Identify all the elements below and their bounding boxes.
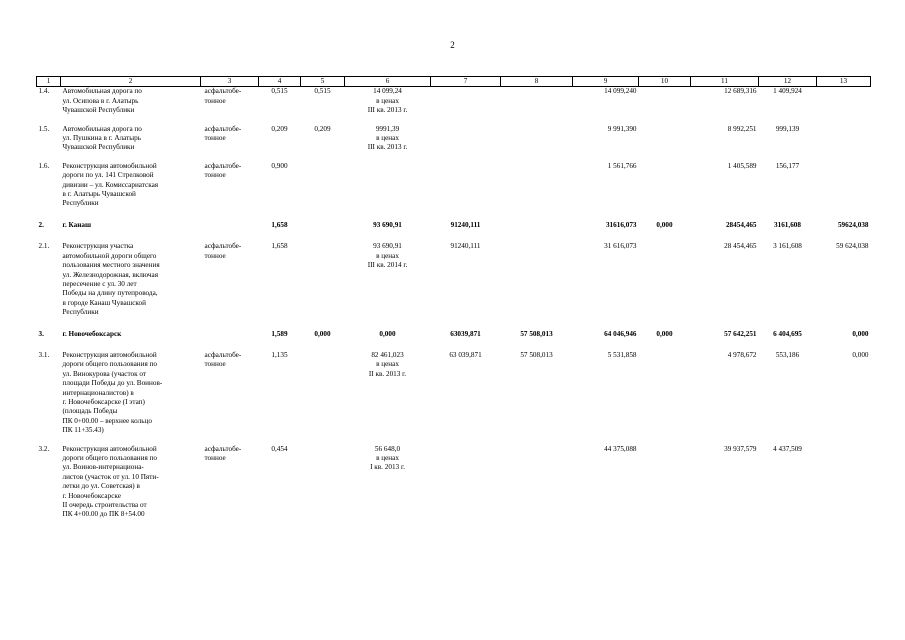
row-spacer: [37, 318, 871, 327]
object-name-line: Чувашской Республики: [62, 106, 135, 115]
value-col-7: 63 039,871: [449, 350, 482, 359]
value-col-12: 1 409,924: [773, 87, 802, 96]
object-name-line: интернационалистов) в: [62, 388, 134, 397]
object-name-line: ул. Винокурова (участок от: [62, 369, 147, 378]
object-name-line: Реконструкция участка: [62, 242, 134, 251]
object-name: [61, 87, 201, 116]
object-name-line: Республики: [62, 308, 99, 317]
value-col-9: 31 616,073: [604, 242, 637, 251]
estimated-cost-line: 9991,39: [375, 124, 400, 133]
estimated-cost: [345, 242, 431, 317]
table-row: [37, 242, 871, 317]
estimated-cost: [345, 218, 431, 233]
row-spacer-cell: [37, 436, 871, 445]
pavement-type: [201, 327, 259, 342]
estimated-cost-line: II кв. 2013 г.: [368, 369, 407, 378]
value-col-8: [501, 445, 573, 520]
table-row: [37, 125, 871, 153]
value-col-9: 1 561,766: [607, 161, 637, 170]
value-col-9: 44 375,088: [604, 444, 637, 453]
row-spacer-cell: [37, 153, 871, 162]
column-number-5: 5: [301, 77, 345, 87]
pavement-type: [201, 218, 259, 233]
object-name-line: Реконструкция автомобильной: [62, 350, 157, 359]
value-col-7: [431, 445, 501, 520]
object-name-line: Реконструкция автомобильной: [62, 444, 157, 453]
object-name-line: площади Победы до ул. Воинов-: [62, 379, 163, 388]
column-number-9: 9: [573, 77, 639, 87]
table-row: [37, 87, 871, 116]
row-spacer: [37, 153, 871, 162]
pavement-type-line: тонное: [204, 171, 226, 180]
length-total: 1,658: [271, 220, 288, 229]
table-body: [37, 87, 871, 529]
object-name-line: в г. Алатырь Чувашской: [62, 190, 136, 199]
estimated-cost-line: 0,000: [379, 329, 396, 338]
estimated-cost: [345, 87, 431, 116]
pavement-type-line: тонное: [204, 454, 226, 462]
length-value: [301, 162, 345, 209]
column-number-row: [37, 77, 871, 87]
column-number-13: 13: [817, 77, 871, 87]
object-name-line: г. Новочебоксарске (I этап): [62, 397, 145, 406]
column-number-4: 4: [259, 77, 301, 87]
estimated-cost-line: в ценах: [376, 96, 399, 105]
column-number-8: 8: [501, 77, 573, 87]
value-col-7: 91240,111: [450, 242, 481, 251]
object-name-line: ПК 4+00.00 до ПК 8+54.00: [62, 510, 145, 519]
value-col-12: 553,186: [775, 350, 800, 359]
value-col-11: 39 937,579: [724, 444, 757, 453]
row-number: 3.2.: [38, 444, 50, 453]
estimated-cost: [345, 351, 431, 436]
column-number-2: 2: [61, 77, 201, 87]
length-total: 1,135: [271, 350, 288, 359]
pavement-type-line: асфальтобе-: [204, 161, 242, 170]
estimated-cost-line: I кв. 2013 г.: [370, 463, 405, 472]
object-name-line: пользования местного значения: [62, 261, 160, 270]
object-name-line: ПК 11+35.43): [62, 426, 104, 435]
value-col-8: [501, 125, 573, 153]
length-value: [301, 445, 345, 520]
pavement-type-line: тонное: [204, 134, 226, 143]
estimated-cost-line: в ценах: [376, 134, 399, 143]
object-name-line: Победы на длину путепровода,: [62, 289, 158, 298]
row-spacer-cell: [37, 520, 871, 529]
estimated-cost-line: 93 690,91: [373, 242, 402, 251]
object-name-line: ул. Осипова в г. Алатырь: [62, 96, 139, 105]
object-name-line: в городе Канаш Чувашской: [62, 298, 146, 307]
table-row: [37, 351, 871, 436]
value-col-8: [501, 242, 573, 317]
row-spacer: [37, 116, 871, 125]
value-col-12: 3 161,608: [773, 242, 802, 251]
value-col-10: 0,000: [656, 220, 673, 229]
length-total: 0,209: [271, 124, 288, 133]
row-number: 2.1.: [38, 242, 50, 251]
pavement-type: [201, 162, 259, 209]
pavement-type-line: тонное: [204, 251, 226, 260]
pavement-type-line: асфальтобе-: [204, 124, 242, 133]
estimated-cost-line: в ценах: [376, 454, 399, 462]
row-spacer-cell: [37, 233, 871, 242]
value-col-9: 5 531,858: [607, 350, 637, 359]
value-col-10: [639, 162, 691, 209]
object-name-line: ПК 0+00.00 – верхнее кольцо: [62, 416, 152, 425]
value-col-11: 1 405,589: [727, 161, 757, 170]
value-col-13: 0,000: [852, 350, 869, 359]
object-name-line: Республики: [62, 199, 99, 208]
row-number: 3.1.: [38, 350, 50, 359]
estimated-cost-line: 93 690,91: [373, 220, 402, 229]
value-col-11: 12 689,316: [724, 87, 757, 96]
object-name-line: летки до ул. Советская) в: [62, 482, 140, 491]
object-name-line: автомобильной дороги общего: [62, 251, 157, 260]
row-spacer: [37, 233, 871, 242]
value-col-12: 3161,608: [774, 220, 801, 229]
object-name-line: г. Канаш: [62, 220, 92, 229]
value-col-7: 63039,871: [450, 329, 481, 338]
row-spacer: [37, 436, 871, 445]
value-col-9: 9 991,390: [607, 124, 637, 133]
estimated-cost-line: 56 648,0: [374, 444, 401, 453]
length-total: 0,515: [271, 87, 288, 96]
object-name: [61, 218, 201, 233]
row-spacer-cell: [37, 209, 871, 218]
value-col-13: 0,000: [852, 329, 869, 338]
table-row: [37, 445, 871, 520]
object-name-line: дороги по ул. 141 Стрелковой: [62, 171, 154, 180]
value-col-13: [817, 125, 871, 153]
road-works-table: [36, 76, 871, 529]
summary-row: [37, 327, 871, 342]
length-value: 0,000: [314, 329, 331, 338]
object-name-line: II очередь строительства от: [62, 501, 147, 510]
value-col-8: [501, 218, 573, 233]
object-name-line: листов (участок от ул. 10 Пяти-: [62, 472, 159, 481]
value-col-10: [639, 125, 691, 153]
row-spacer-cell: [37, 318, 871, 327]
estimated-cost-line: в ценах: [376, 360, 399, 369]
table-row: [37, 162, 871, 209]
object-name-line: ул. Железнодорожная, включая: [62, 270, 158, 279]
estimated-cost: [345, 327, 431, 342]
object-name-line: г. Новочебоксарске: [62, 491, 121, 500]
value-col-8: [501, 162, 573, 209]
value-col-11: 4 978,672: [727, 350, 757, 359]
value-col-12: 156,177: [775, 161, 800, 170]
value-col-8: 57 508,013: [520, 350, 553, 359]
value-col-8: [501, 87, 573, 116]
length-value: 0,209: [314, 124, 331, 133]
pavement-type-line: асфальтобе-: [204, 350, 242, 359]
value-col-12: 4 437,509: [773, 444, 802, 453]
value-col-13: [817, 445, 871, 520]
value-col-12: 6 404,695: [773, 329, 802, 338]
row-number: 1.4.: [38, 87, 50, 96]
row-number: 2.: [38, 220, 44, 229]
value-col-9: 31616,073: [605, 220, 637, 229]
length-value: [301, 242, 345, 317]
value-col-11: 28454,465: [725, 220, 757, 229]
value-col-12: 999,139: [775, 124, 800, 133]
pavement-type-line: тонное: [204, 360, 226, 369]
estimated-cost: [345, 162, 431, 209]
column-number-10: 10: [639, 77, 691, 87]
length-total: 1,658: [271, 242, 288, 251]
length-total: 1,589: [271, 329, 288, 338]
pavement-type-line: тонное: [204, 96, 226, 105]
value-col-9: 14 099,240: [604, 87, 637, 96]
object-name-line: Автомобильная дорога по: [62, 124, 142, 133]
column-number-11: 11: [691, 77, 759, 87]
object-name: [61, 327, 201, 342]
length-value: [301, 351, 345, 436]
object-name: [61, 125, 201, 153]
page-number: 2: [450, 40, 455, 50]
object-name-line: (площадь Победы: [62, 407, 118, 416]
length-total: 0,900: [271, 161, 288, 170]
pavement-type-line: асфальтобе-: [204, 444, 242, 453]
value-col-11: 8 992,251: [727, 124, 757, 133]
object-name-line: дороги общего пользования по: [62, 360, 157, 369]
pavement-type: [201, 445, 259, 520]
summary-row: [37, 218, 871, 233]
column-number-3: 3: [201, 77, 259, 87]
estimated-cost-line: III кв. 2013 г.: [367, 143, 408, 152]
object-name: [61, 351, 201, 436]
row-spacer-cell: [37, 116, 871, 125]
estimated-cost: [345, 125, 431, 153]
column-number-6: 6: [345, 77, 431, 87]
value-col-13: [817, 87, 871, 116]
row-number: 1.6.: [38, 161, 50, 170]
pavement-type-line: асфальтобе-: [204, 242, 242, 251]
column-number-1: 1: [37, 77, 61, 87]
value-col-10: [639, 445, 691, 520]
estimated-cost-line: III кв. 2013 г.: [367, 106, 408, 115]
pavement-type: [201, 125, 259, 153]
estimated-cost-line: 82 461,023: [371, 350, 404, 359]
pavement-type-line: асфальтобе-: [204, 87, 242, 96]
value-col-13: [817, 162, 871, 209]
pavement-type: [201, 351, 259, 436]
column-number-12: 12: [759, 77, 817, 87]
value-col-9: 64 046,946: [604, 329, 637, 338]
value-col-10: [639, 242, 691, 317]
column-number-7: 7: [431, 77, 501, 87]
value-col-10: [639, 87, 691, 116]
value-col-7: [431, 87, 501, 116]
value-col-11: 28 454,465: [724, 242, 757, 251]
object-name: [61, 162, 201, 209]
row-number: 1.5.: [38, 124, 50, 133]
object-name-line: г. Новочебоксарск: [62, 329, 122, 338]
object-name-line: ул. Пушкина в г. Алатырь: [62, 134, 141, 143]
object-name-line: дивизии – ул. Комиссариатская: [62, 180, 159, 189]
value-col-13: 59 624,038: [836, 242, 869, 251]
value-col-7: 91240,111: [450, 220, 481, 229]
value-col-7: [431, 162, 501, 209]
object-name-line: пересечение с ул. 30 лет: [62, 279, 137, 288]
value-col-7: [431, 125, 501, 153]
estimated-cost-line: 14 099,24: [373, 87, 402, 96]
pavement-type: [201, 242, 259, 317]
object-name-line: Реконструкция автомобильной: [62, 161, 157, 170]
row-number: 3.: [38, 329, 44, 338]
estimated-cost-line: в ценах: [376, 251, 399, 260]
value-col-13: 59624,038: [837, 220, 869, 229]
value-col-10: 0,000: [656, 329, 673, 338]
length-total: 0,454: [271, 444, 288, 453]
row-spacer-cell: [37, 342, 871, 351]
value-col-11: 57 642,251: [724, 329, 757, 338]
object-name: [61, 445, 201, 520]
row-spacer: [37, 342, 871, 351]
object-name-line: Чувашской Республики: [62, 143, 135, 152]
object-name-line: ул. Воинов-интернациона-: [62, 463, 144, 472]
row-spacer: [37, 520, 871, 529]
length-value: 0,515: [314, 87, 331, 96]
object-name: [61, 242, 201, 317]
value-col-10: [639, 351, 691, 436]
estimated-cost: [345, 445, 431, 520]
value-col-8: 57 508,013: [520, 329, 553, 338]
estimated-cost-line: III кв. 2014 г.: [367, 261, 408, 270]
object-name-line: Автомобильная дорога по: [62, 87, 142, 96]
object-name-line: дороги общего пользования по: [62, 454, 157, 462]
row-spacer: [37, 209, 871, 218]
length-value: [301, 218, 345, 233]
pavement-type: [201, 87, 259, 116]
